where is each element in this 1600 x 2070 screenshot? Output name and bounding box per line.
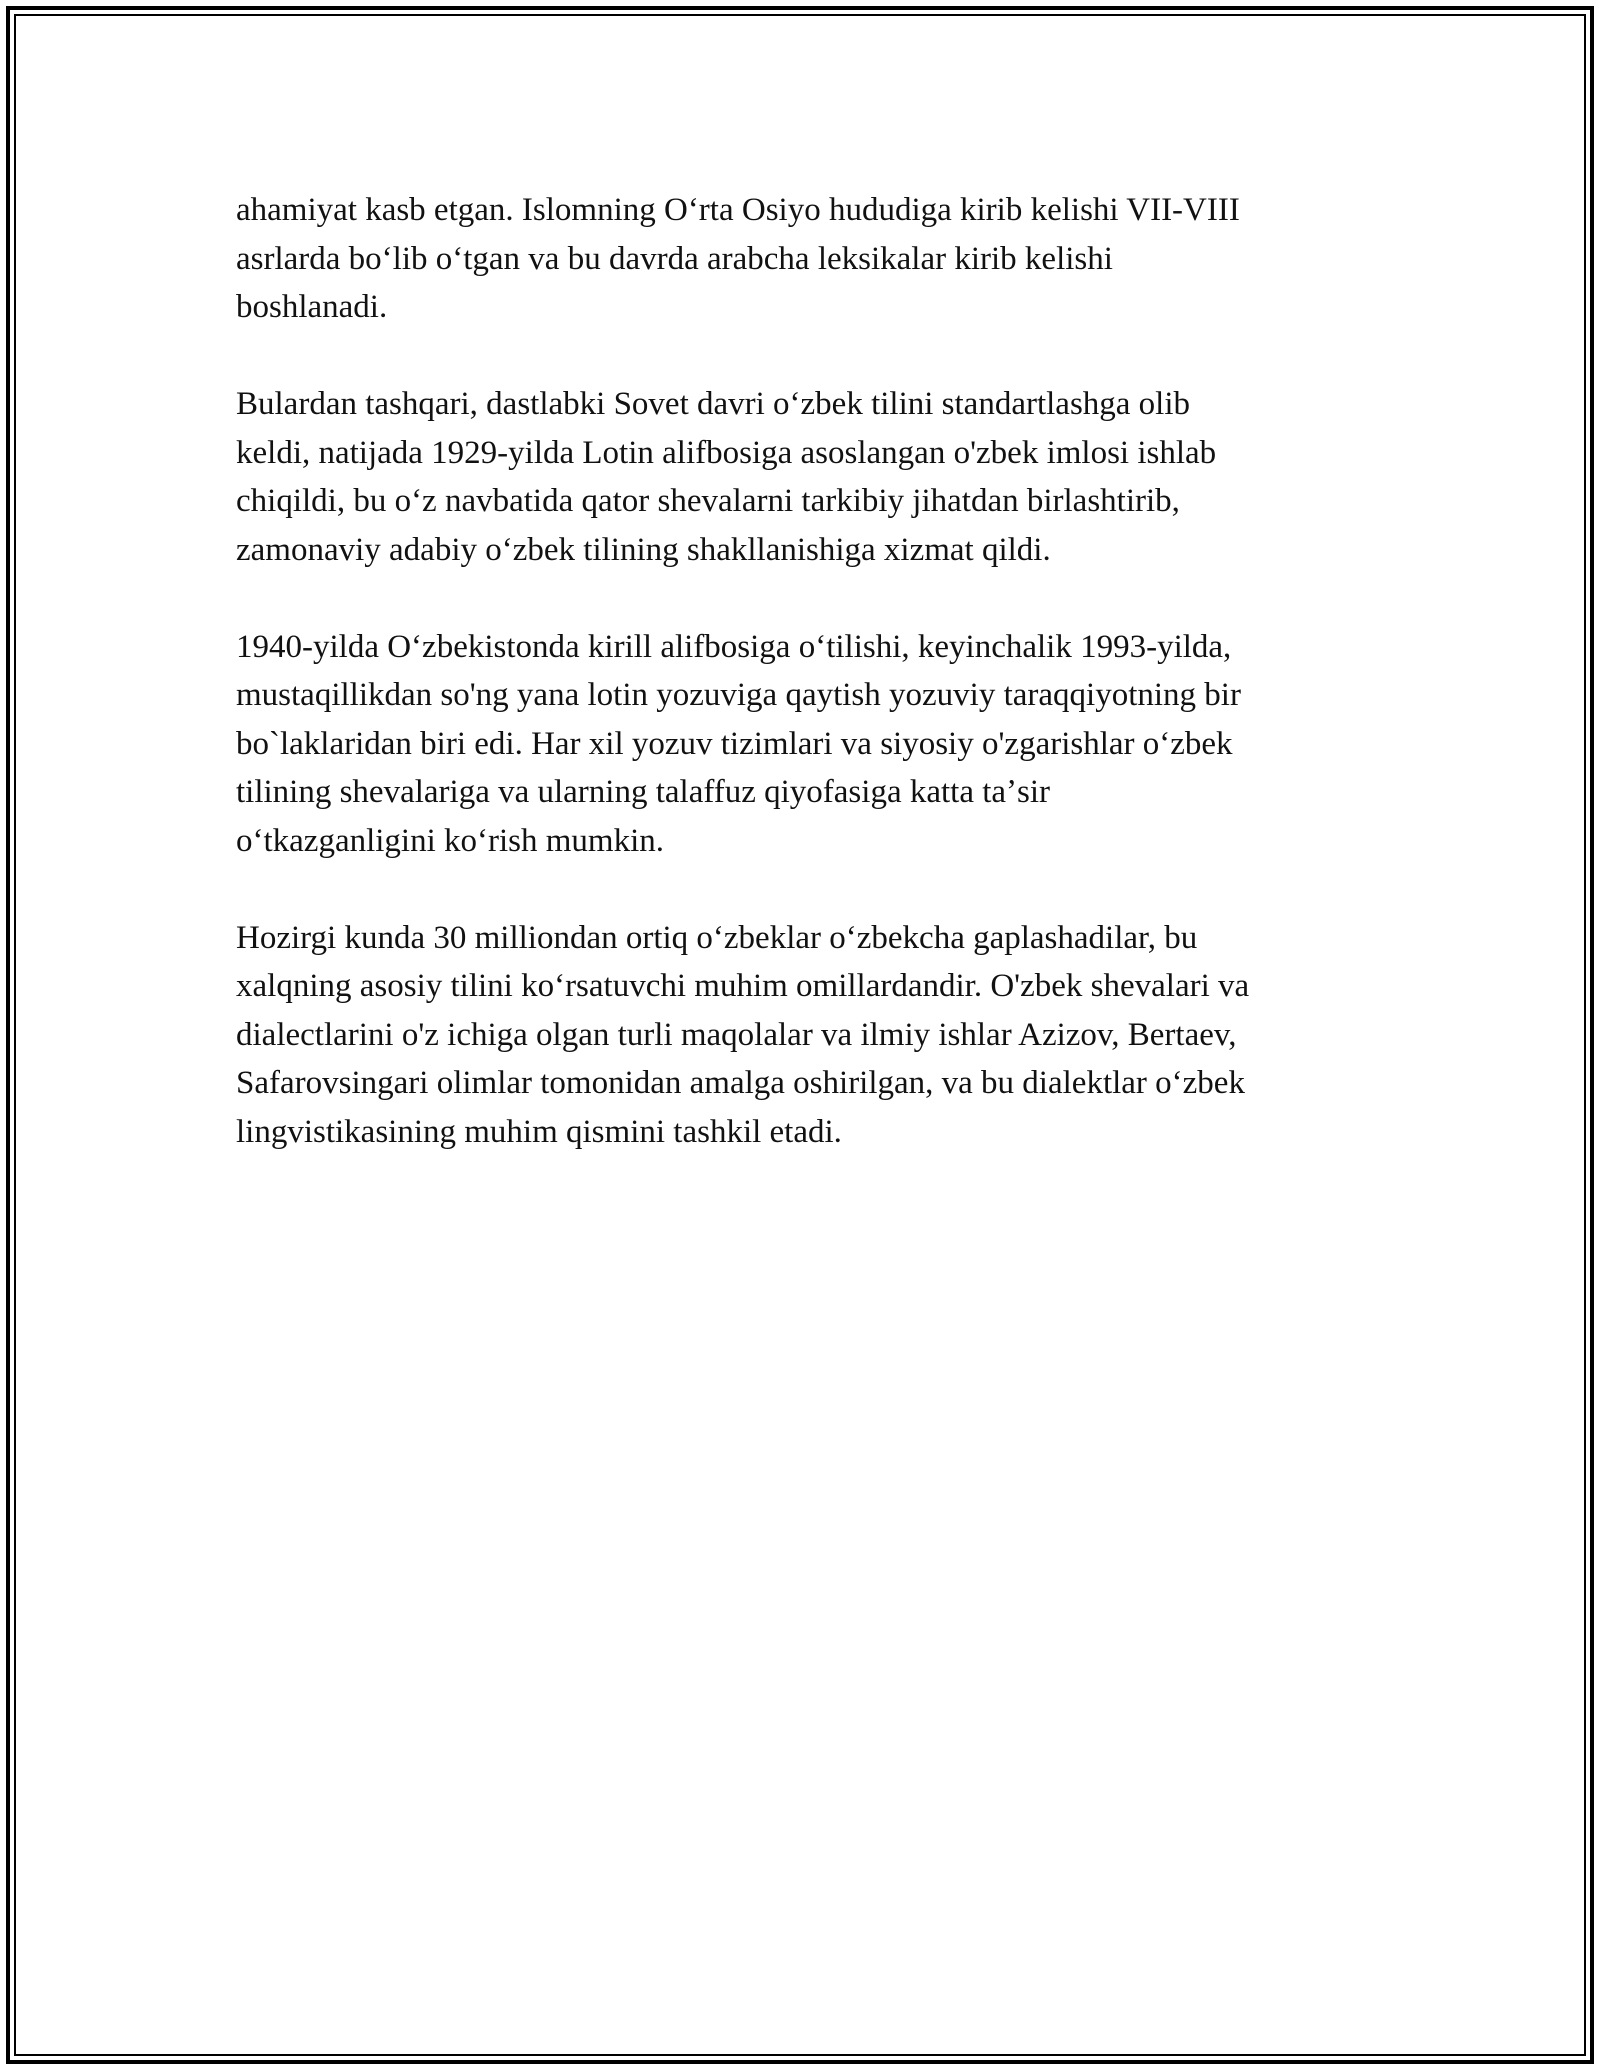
text-line: zamonaviy adabiy oʻzbek tilining shakllanishiga xizmat qildi. <box>236 531 1051 568</box>
text-line: dialectlarini o'z ichiga olgan turli maqolalar va ilmiy ishlar Azizov, Bertaev, <box>236 1016 1237 1053</box>
paragraph-1 <box>236 186 1376 332</box>
paragraph-2 <box>236 380 1376 574</box>
text-line: lingvistikasining muhim qismini tashkil etadi. <box>236 1113 842 1150</box>
text-line: xalqning asosiy tilini koʻrsatuvchi muhim omillardandir. O'zbek shevalari va <box>236 968 1250 1004</box>
text-line: tilining shevalariga va ularning talaffuz qiyofasiga katta taʼsir <box>236 774 1051 810</box>
text-line: keldi, natijada 1929-yilda Lotin alifbosiga asoslangan o'zbek imlosi ishlab <box>236 434 1217 471</box>
paragraph-3 <box>236 623 1376 866</box>
text-line: Hozirgi kunda 30 milliondan ortiq oʻzbeklar oʻzbekcha gaplashadilar, bu <box>236 919 1198 956</box>
text-line: 1940-yilda Oʻzbekistonda kirill alifbosiga oʻtilishi, keyinchalik 1993-yilda, <box>236 628 1232 665</box>
text-line: chiqildi, bu oʻz navbatida qator shevalarni tarkibiy jihatdan birlashtirib, <box>236 483 1180 519</box>
paragraph-4 <box>236 914 1376 1157</box>
text-line: asrlarda boʻlib oʻtgan va bu davrda arabcha leksikalar kirib kelishi <box>236 240 1113 277</box>
text-line: Bulardan tashqari, dastlabki Sovet davri oʻzbek tilini standartlashga olib <box>236 386 1191 422</box>
text-line: boshlanadi. <box>236 289 388 325</box>
text-line: Safarovsingari olimlar tomonidan amalga oshirilgan, va bu dialektlar oʻzbek <box>236 1065 1245 1101</box>
text-line: bo`laklaridan biri edi. Har xil yozuv tizimlari va siyosiy o'zgarishlar oʻzbek <box>236 725 1233 762</box>
text-line: ahamiyat kasb etgan. Islomning Oʻrta Osiyo hududiga kirib kelishi VII-VIII <box>236 192 1240 228</box>
text-line: oʻtkazganligini koʻrish mumkin. <box>236 822 665 859</box>
text-line: mustaqillikdan so'ng yana lotin yozuviga qaytish yozuviy taraqqiyotning bir <box>236 677 1241 713</box>
document-body <box>236 186 1376 1205</box>
